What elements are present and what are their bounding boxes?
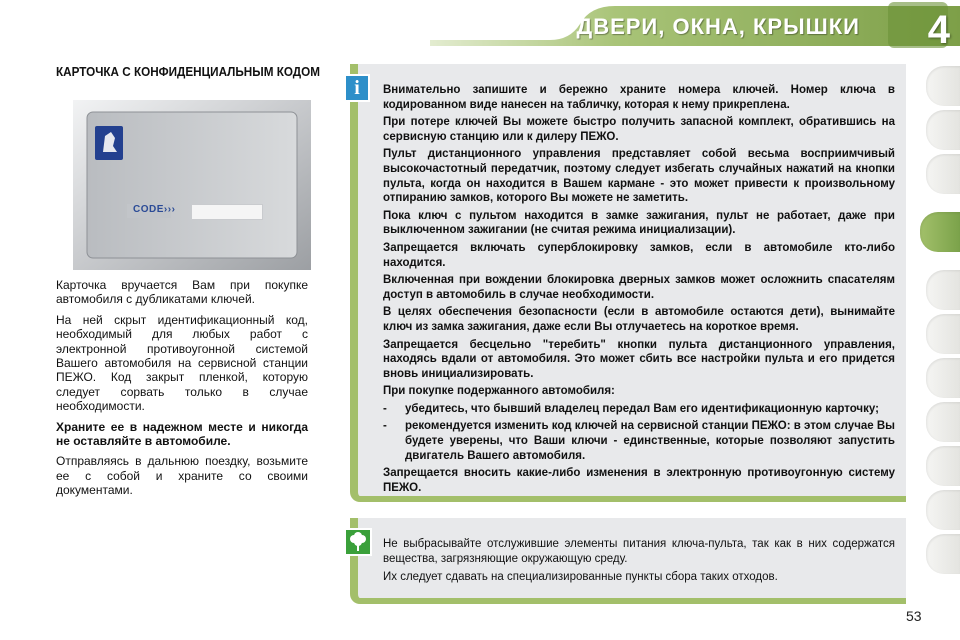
dash-bullet: - [383,420,387,433]
code-cover-film [191,204,263,220]
chapter-title: ДВЕРИ, ОКНА, КРЫШКИ [576,14,860,39]
eco-paragraph: Не выбрасывайте отслужившие элементы питания ключа-пульта, так как в них содержатся вещества, загрязняющие окружающую среду. [383,538,895,565]
chapter-tab-5[interactable] [926,270,960,310]
chapter-tab-10[interactable] [926,490,960,530]
info-paragraph: Пока ключ с пультом находится в замке зажигания, пульт не работает, даже при выключенном зажигании (не считая режима инициализации). [383,209,895,237]
dash-bullet: - [383,402,387,415]
code-label: CODE››› [133,204,176,215]
chapter-tab-6[interactable] [926,314,960,354]
info-text [383,83,895,498]
info-paragraph: При покупке подержанного автомобиля: [383,385,615,398]
chapter-tab-11[interactable] [926,534,960,574]
left-paragraph: Карточка вручается Вам при покупке автомобиля с дубликатами ключей. [56,278,308,307]
chapter-tab-1[interactable] [926,66,960,106]
eco-text [383,537,895,589]
chapter-tab-9[interactable] [926,446,960,486]
info-paragraph: В целях обеспечения безопасности (если в автомобиле остаются дети), вынимайте ключ из замка зажигания, даже если Вы отлучаетесь на короткое время. [383,306,895,333]
dash-item-text: рекомендуется изменить код ключей на сервисной станции ПЕЖО: в этом случае Вы будете уверены, что Ваши ключи - единственные, которые позволяют запустить двигатель Вашего автомобиля. [405,420,895,462]
section-title: КАРТОЧКА С КОНФИДЕНЦИАЛЬНЫМ КОДОМ [56,64,320,79]
dash-item-text: убедитесь, что бывший владелец передал Вам его идентификационную карточку; [405,402,879,415]
info-paragraph: Запрещается включать суперблокировку замков, если в автомобиле кто-либо находится. [383,241,895,269]
page-number: 53 [906,608,922,624]
chapter-tab-3[interactable] [926,154,960,194]
code-card-image [73,100,311,270]
info-icon: i [344,74,370,102]
left-paragraph: На ней скрыт идентификационный код, необходимый для любых работ с электронной противоугонной системой Вашего автомобиля на сервисной станции ПЕЖО. Код закрыт пленкой, которую следует сорвать только в случае необходимости. [56,312,308,414]
info-paragraph: Пульт дистанционного управления представляет собой весьма восприимчивый высокочастотный передатчик, поэтому следует избегать случайных нажатий на кнопки пульта, когда он находится в Вашем кармане - это может привести к произвольному отпиранию замков, которого Вы можете не заметить. [383,148,895,205]
chapter-tab-8[interactable] [926,402,960,442]
card-description [56,278,308,504]
info-paragraph: Запрещается вносить какие-либо изменения в электронную противоугонную систему ПЕЖО. [383,467,895,494]
info-paragraph: Запрещается бесцельно "теребить" кнопки пульта дистанционного управления, находясь вдали от автомобиля. Это может сбить все настройки пульта и его придется вновь инициализировать. [383,338,895,380]
chapter-tab-2[interactable] [926,110,960,150]
left-paragraph-bold: Храните ее в надежном месте и никогда не оставляйте в автомобиле. [56,419,308,449]
info-paragraph: Включенная при вождении блокировка дверных замков может осложнить спасателям доступ в автомобиль в случае необходимости. [383,274,895,301]
info-paragraph: Внимательно запишите и бережно храните номера ключей. Номер ключа в кодированном виде нанесен на табличку, которая к нему прикреплена. [383,84,895,111]
dash-list-item [383,419,895,463]
chapter-tab-4-active[interactable] [920,212,960,252]
info-paragraph: При потере ключей Вы можете быстро получить запасной комплект, обратившись на сервисную станцию или к дилеру ПЕЖО. [383,116,895,143]
chapter-number: 4 [927,8,950,52]
eco-tree-icon [344,528,372,556]
chapter-tab-7[interactable] [926,358,960,398]
chapter-header [430,0,960,50]
eco-paragraph: Их следует сдавать на специализированные пункты сбора таких отходов. [383,571,778,584]
dash-list-item [383,402,895,417]
left-paragraph: Отправляясь в дальнюю поездку, возьмите ее с собой и храните со своими документами. [56,454,308,498]
